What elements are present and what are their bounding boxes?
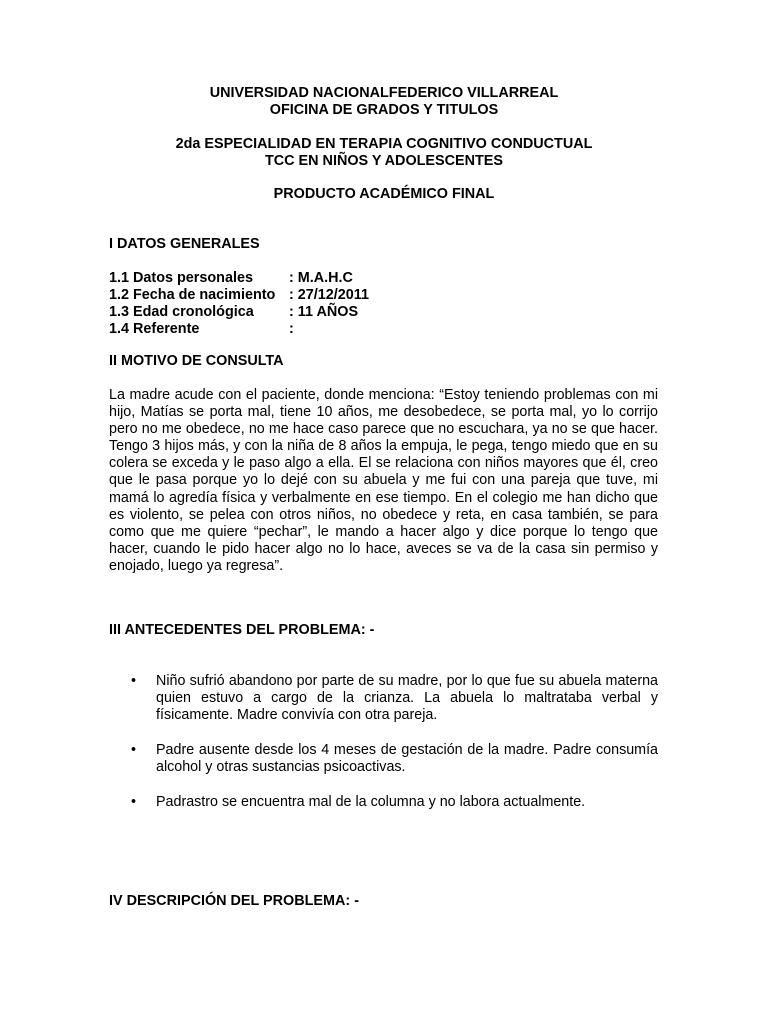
list-item-text: Padre ausente desde los 4 meses de gestación de la madre. Padre consumía alcohol y otras sustancias psicoactivas.	[156, 742, 658, 776]
bullet-icon: •	[131, 673, 137, 689]
general-data-row	[109, 321, 369, 338]
data-value: : 11 AÑOS	[289, 304, 359, 320]
list-item	[109, 742, 658, 776]
section-heading-antecedentes: III ANTECEDENTES DEL PROBLEMA: -	[109, 622, 375, 638]
university-name: UNIVERSIDAD NACIONALFEDERICO VILLARREAL	[209, 85, 559, 101]
specialty-title: 2da ESPECIALIDAD EN TERAPIA COGNITIVO CONDUCTUAL	[175, 136, 593, 152]
data-value: : M.A.H.C	[289, 270, 353, 286]
data-key: 1.3 Edad cronológica	[109, 304, 254, 320]
document-header	[0, 85, 768, 203]
data-value: : 27/12/2011	[289, 287, 370, 303]
bullet-icon: •	[131, 742, 137, 759]
general-data-row	[109, 287, 369, 304]
general-data-row	[109, 304, 369, 321]
list-item-text: Niño sufrió abandono por parte de su madre, por lo que fue su abuela materna quien estuvo a cargo de la crianza. La abuela lo maltrataba verbal y físicamente. Madre convivía con otra pareja.	[156, 673, 658, 724]
list-item-text: Padrastro se encuentra mal de la columna y no labora actualmente.	[156, 794, 586, 811]
general-data-row	[109, 270, 369, 287]
data-key: 1.4 Referente	[109, 321, 200, 337]
section-heading-descripcion: IV DESCRIPCIÓN DEL PROBLEMA: -	[109, 893, 359, 909]
list-item	[109, 794, 658, 811]
data-key: 1.1 Datos personales	[109, 270, 253, 286]
bullet-icon: •	[131, 794, 137, 811]
general-data-list	[109, 270, 369, 338]
section-heading-motivo-consulta: II MOTIVO DE CONSULTA	[109, 353, 284, 369]
program-title: TCC EN NIÑOS Y ADOLESCENTES	[264, 152, 503, 169]
product-title: PRODUCTO ACADÉMICO FINAL	[273, 186, 495, 202]
section-heading-datos-generales: I DATOS GENERALES	[109, 236, 260, 252]
office-name: OFICINA DE GRADOS Y TITULOS	[269, 101, 499, 118]
list-item	[109, 673, 658, 724]
data-key: 1.2 Fecha de nacimiento	[109, 287, 276, 303]
antecedents-list	[109, 673, 658, 812]
data-value: :	[289, 321, 294, 337]
consultation-paragraph: La madre acude con el paciente, donde menciona: “Estoy teniendo problemas con mi hijo, Matías se porta mal, tiene 10 años, me desobedece, se porta mal, yo lo corrijo pero no me obedece, no me hace caso parece que no escuchara, ya no se que hacer. Tengo 3 hijos más, y con la niña de 8 años la empuja, le pega, tengo miedo que en su colera se exceda y le paso algo a ella. El se relaciona con niños mayores que él, creo que le pasa porque yo lo dejé con su abuela y me fui con una pareja que tuve, mi mamá lo agredía física y verbalmente en ese tiempo. En el colegio me han dicho que es violento, se pelea con otros niños, no obedece y reta, en casa también, se para como que me quiere “pechar”, le mando a hacer algo y dice porque lo tengo que hacer, cuando le pido hacer algo no lo hace, aveces se va de la casa sin permiso y enojado, luego ya regresa”.	[109, 387, 658, 574]
